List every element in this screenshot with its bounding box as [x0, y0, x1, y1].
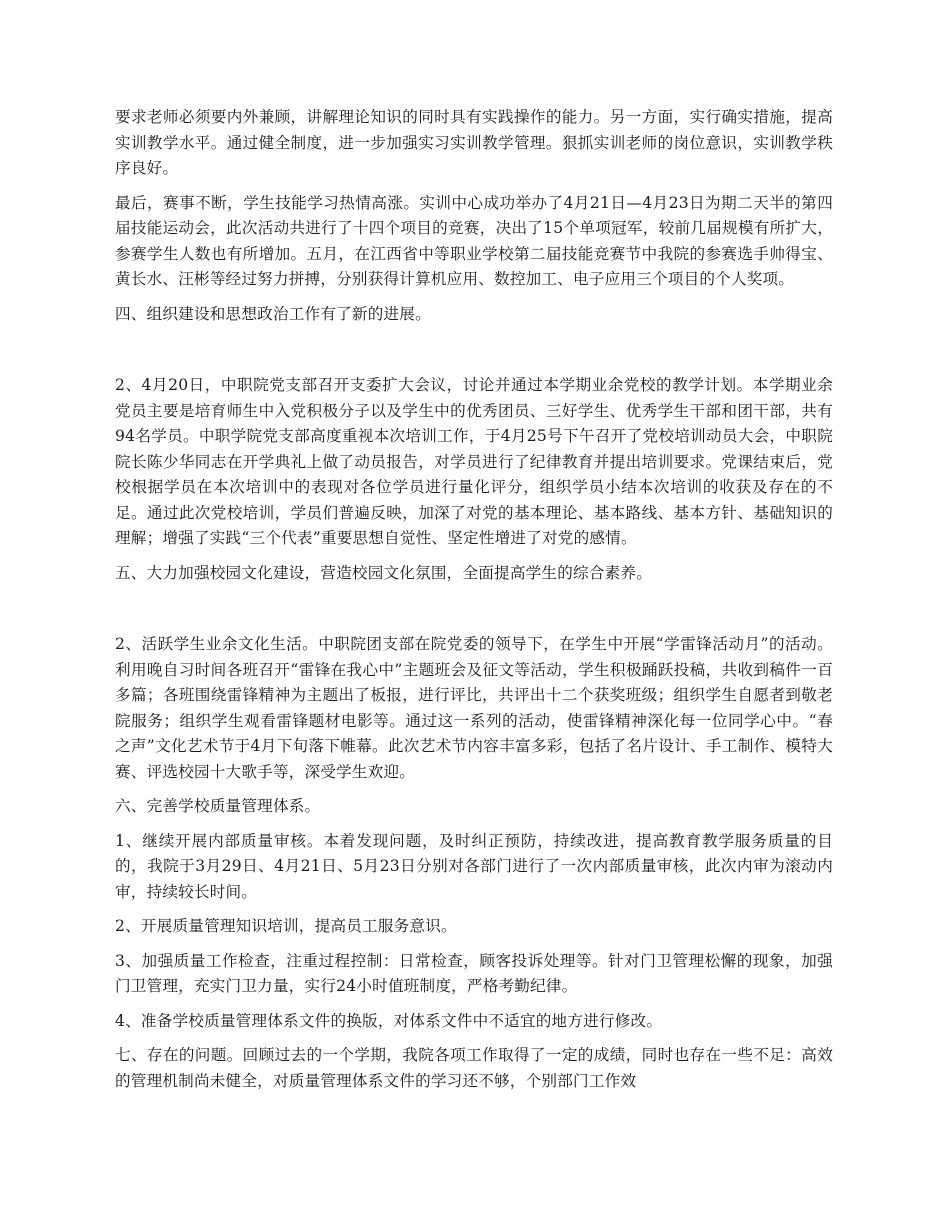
paragraph-document-revision: 4、准备学校质量管理体系文件的换版，对体系文件中不适宜的地方进行修改。 — [115, 1011, 663, 1030]
section-heading-organization: 四、组织建设和思想政治工作有了新的进展。 — [115, 304, 431, 323]
paragraph-internal-audit: 1、继续开展内部质量审核。本着发现问题，及时纠正预防，持续改进，提高教育教学服务质量的目的，我院于3月29日、4月21日、5月23日分别对各部门进行了一次内部质量审核，此次内审为滚动内审，持续较长时间。 — [115, 831, 833, 901]
section-heading-campus-culture: 五、大力加强校园文化建设，营造校园文化氛围，全面提高学生的综合素养。 — [115, 563, 652, 582]
spacer — [115, 336, 833, 373]
paragraph-quality-training: 2、开展质量管理知识培训，提高员工服务意识。 — [115, 917, 457, 935]
spacer — [115, 595, 833, 632]
section-heading-quality-system: 六、完善学校质量管理体系。 — [115, 797, 321, 815]
paragraph-quality-inspection: 3、加强质量工作检查，注重过程控制：日常检查，顾客投诉处理等。针对门卫管理松懈的现象，加强门卫管理，充实门卫力量，实行24小时值班制度，严格考勤纪律。 — [115, 951, 833, 995]
paragraph-existing-problems: 七、存在的问题。回顾过去的一个学期，我院各项工作取得了一定的成绩，同时也存在一些不足：高效的管理机制尚未健全，对质量管理体系文件的学习还不够，个别部门工作效 — [115, 1046, 833, 1090]
paragraph-skills-competition: 最后，赛事不断，学生技能学习热情高涨。实训中心成功举办了4月21日—4月23日为期二天半的第四届技能运动会，此次活动共进行了十四个项目的竞赛，决出了15个单项冠军，较前几届规模有所扩大，参赛学生人数也有所增加。五月，在江西省中等职业学校第二届技能竞赛节中我院的参赛选手帅得宝、黄长水、汪彬等经过努力拼搏，分别获得计算机应用、数控加工、电子应用三个项目的个人奖项。 — [115, 193, 833, 288]
paragraph-training-requirements: 要求老师必须要内外兼顾，讲解理论知识的同时具有实践操作的能力。另一方面，实行确实措施，提高实训教学水平。通过健全制度，进一步加强实习实训教学管理。狠抓实训老师的岗位意识，实训教学秩序良好。 — [115, 108, 833, 177]
paragraph-cultural-life: 2、活跃学生业余文化生活。中职院团支部在院党委的领导下，在学生中开展“学雷锋活动月”的活动。利用晚自习时间各班召开“雷锋在我心中”主题班会及征文等活动，学生积极踊跃投稿，共收到稿件一百多篇；各班围绕雷锋精神为主题出了板报，进行评比，共评出十二个获奖班级；组织学生自愿者到敬老院服务；组织学生观看雷锋题材电影等。通过这一系列的活动，使雷锋精神深化每一位同学心中。“春之声”文化艺术节于4月下旬落下帷幕。此次艺术节内容丰富多彩，包括了名片设计、手工制作、模特大赛、评选校园十大歌手等，深受学生欢迎。 — [115, 635, 833, 781]
paragraph-party-school: 2、4月20日，中职院党支部召开支委扩大会议，讨论并通过本学期业余党校的教学计划。本学期业余党员主要是培育师生中入党积极分子以及学生中的优秀团员、三好学生、优秀学生干部和团干部，共有94名学员。中职学院党支部高度重视本次培训工作，于4月25号下午召开了党校培训动员大会，中职院院长陈少华同志在开学典礼上做了动员报告，对学员进行了纪律教育并提出培训要求。党课结束后，党校根据学员在本次培训中的表现对各位学员进行量化评分，组织学员小结本次培训的收获及存在的不足。通过此次党校培训，学员们普遍反映，加深了对党的基本理论、基本路线、基本方针、基础知识的理解；增强了实践“三个代表”重要思想自觉性、坚定性增进了对党的感情。 — [115, 376, 833, 547]
document-page — [115, 105, 833, 1103]
